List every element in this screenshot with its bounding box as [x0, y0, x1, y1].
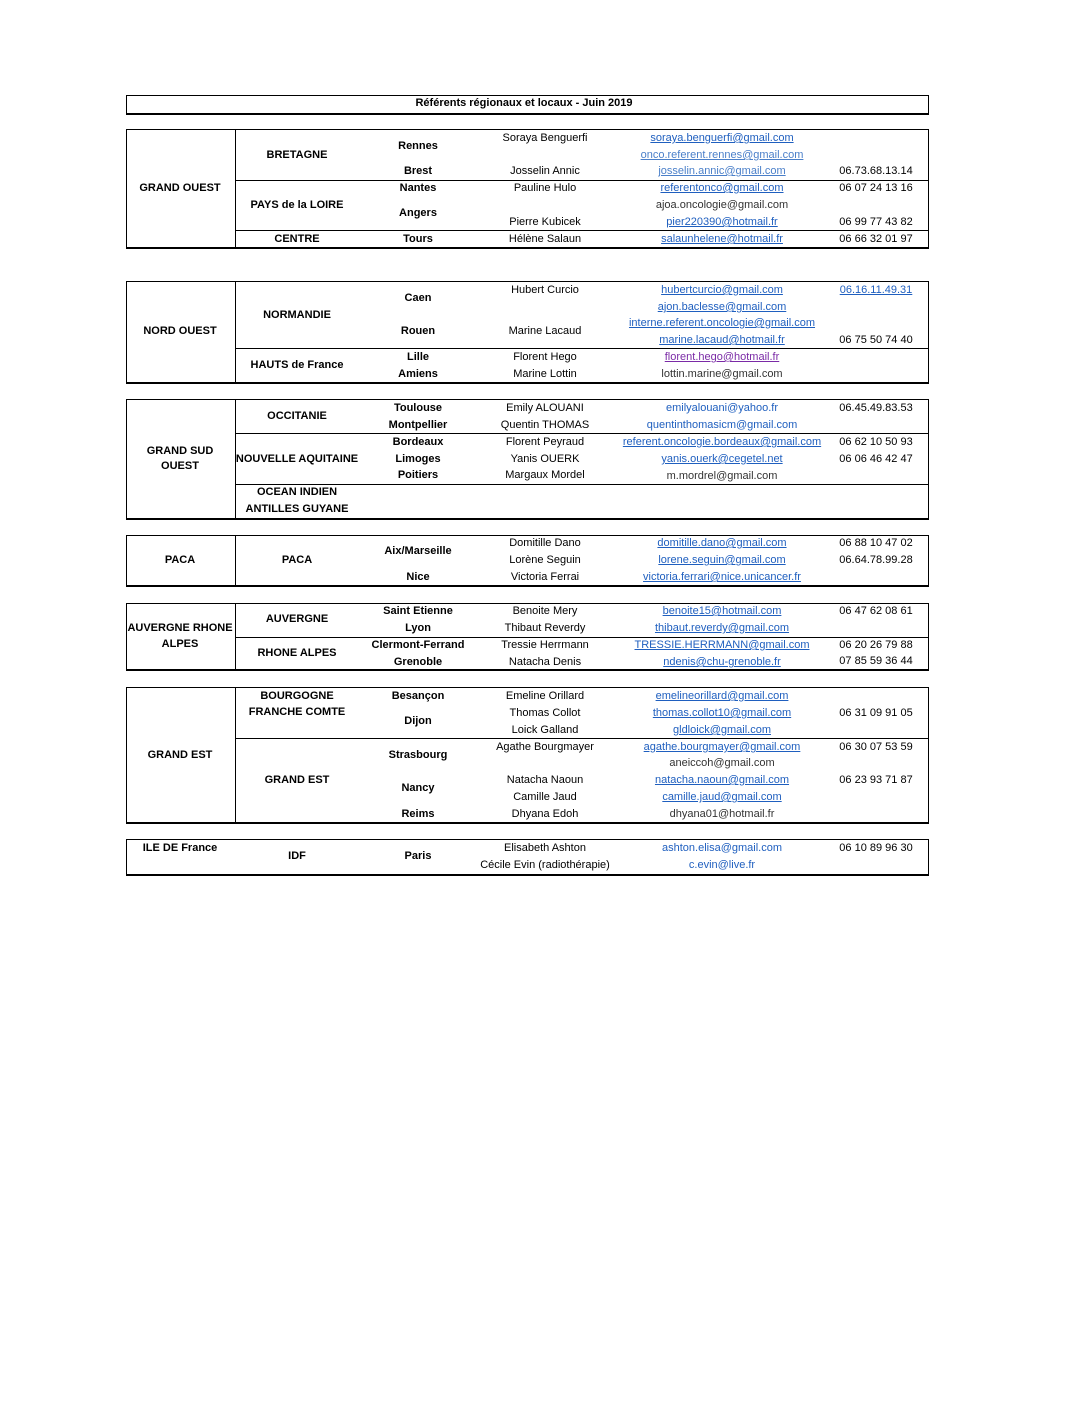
- city-nancy: Nancy: [401, 782, 435, 794]
- referent-name: Dhyana Edoh: [511, 808, 579, 820]
- referent-phone: 06 23 93 71 87: [839, 774, 913, 786]
- referent-phone: 06 30 07 53 59: [839, 741, 913, 753]
- referent-name: Margaux Mordel: [505, 469, 585, 481]
- referent-email-link[interactable]: victoria.ferrari@nice.unicancer.fr: [643, 571, 801, 583]
- referent-phone: 06 62 10 50 93: [839, 436, 913, 448]
- referent-phone: 06 99 77 43 82: [839, 216, 913, 228]
- city-aix-marseille: Aix/Marseille: [384, 545, 452, 557]
- city-grenoble: Grenoble: [393, 656, 443, 668]
- referent-email-link[interactable]: c.evin@live.fr: [688, 859, 756, 871]
- referent-email-link[interactable]: referent.oncologie.bordeaux@gmail.com: [622, 436, 822, 448]
- region-bourgogne: BOURGOGNE: [260, 690, 334, 702]
- zone-auvergne-rhone-alpes-line2: ALPES: [161, 638, 199, 650]
- region-ocean-indien: OCEAN INDIEN: [256, 486, 338, 498]
- referent-phone: 06 07 24 13 16: [839, 182, 913, 194]
- referent-email-link[interactable]: salaunhelene@hotmail.fr: [661, 233, 783, 245]
- referent-name: Yanis OUERK: [510, 453, 580, 465]
- city-caen: Caen: [404, 292, 432, 304]
- referent-name: Marine Lacaud: [508, 325, 582, 337]
- referent-name: Soraya Benguerfi: [502, 132, 588, 144]
- referent-email-link[interactable]: natacha.naoun@gmail.com: [654, 774, 790, 786]
- region-pays-de-la-loire: PAYS de la LOIRE: [250, 199, 344, 211]
- referent-name: Hubert Curcio: [511, 284, 579, 296]
- region-grand-est: GRAND EST: [264, 774, 330, 786]
- city-limoges: Limoges: [395, 453, 441, 465]
- referent-name: Natacha Naoun: [506, 774, 584, 786]
- region-occitanie: OCCITANIE: [267, 410, 327, 422]
- referent-name: Pierre Kubicek: [509, 216, 581, 228]
- referent-email-link[interactable]: emilyalouani@yahoo.fr: [665, 402, 779, 414]
- referent-email: m.mordrel@gmail.com: [666, 470, 778, 482]
- region-rhone-alpes: RHONE ALPES: [257, 647, 337, 659]
- referent-name: Thomas Collot: [509, 707, 581, 719]
- zone-paca: PACA: [164, 554, 196, 566]
- referent-email-link[interactable]: onco.referent.rennes@gmail.com: [640, 149, 804, 161]
- referent-email-link[interactable]: referentonco@gmail.com: [660, 182, 784, 194]
- city-nice: Nice: [406, 571, 430, 583]
- referent-phone: 06.45.49.83.53: [839, 402, 913, 414]
- referent-email-link[interactable]: thomas.collot10@gmail.com: [652, 707, 792, 719]
- referent-email-link[interactable]: hubertcurcio@gmail.com: [661, 284, 783, 296]
- referent-email: lottin.marine@gmail.com: [661, 368, 783, 380]
- referent-email-link[interactable]: agathe.bourgmayer@gmail.com: [643, 741, 801, 753]
- referent-phone: 06 06 46 42 47: [839, 453, 913, 465]
- city-besancon: Besançon: [391, 690, 445, 702]
- referent-name: Florent Peyraud: [505, 436, 585, 448]
- referent-name: Domitille Dano: [509, 537, 581, 549]
- region-idf: IDF: [288, 850, 306, 862]
- referent-email-link[interactable]: quentinthomasicm@gmail.com: [646, 419, 798, 431]
- zone-grand-est: GRAND EST: [147, 749, 213, 761]
- referent-name: Florent Hego: [513, 351, 577, 363]
- referent-name: Emily ALOUANI: [506, 402, 584, 414]
- city-tours: Tours: [403, 233, 433, 245]
- page-title: Référents régionaux et locaux - Juin 2019: [415, 97, 633, 109]
- zone-ile-de-france: ILE DE France: [142, 842, 218, 854]
- referent-name: Agathe Bourgmayer: [496, 741, 594, 753]
- referent-name: Marine Lottin: [513, 368, 577, 380]
- referent-name: Pauline Hulo: [513, 182, 577, 194]
- referent-phone: 07 85 59 36 44: [839, 655, 913, 667]
- region-centre: CENTRE: [274, 233, 320, 245]
- referent-name: Elisabeth Ashton: [504, 842, 586, 854]
- referent-email: aneiccoh@gmail.com: [669, 757, 775, 769]
- referent-phone: 06.73.68.13.14: [839, 165, 913, 177]
- referent-email-link[interactable]: josselin.annic@gmail.com: [658, 165, 786, 177]
- referent-email-link[interactable]: soraya.benguerfi@gmail.com: [650, 132, 794, 144]
- referent-phone: 06.64.78.99.28: [839, 554, 913, 566]
- referent-name: Benoite Mery: [512, 605, 578, 617]
- referent-name: Camille Jaud: [513, 791, 577, 803]
- city-lyon: Lyon: [405, 622, 431, 634]
- zone-grand-ouest: GRAND OUEST: [139, 182, 221, 194]
- region-auvergne: AUVERGNE: [265, 613, 329, 625]
- referent-email-link[interactable]: ashton.elisa@gmail.com: [662, 842, 782, 854]
- referent-name: Cécile Evin (radiothérapie): [480, 859, 610, 871]
- referent-email-link[interactable]: yanis.ouerk@cegetel.net: [661, 453, 783, 465]
- city-rennes: Rennes: [398, 140, 438, 152]
- referent-email-link[interactable]: gldloick@gmail.com: [673, 724, 771, 736]
- referent-email-link[interactable]: pier220390@hotmail.fr: [666, 216, 778, 228]
- referent-email-link[interactable]: lorene.seguin@gmail.com: [658, 554, 786, 566]
- city-montpellier: Montpellier: [388, 419, 448, 431]
- referent-phone: 06 20 26 79 88: [839, 639, 913, 651]
- referent-name: Lorène Seguin: [509, 554, 581, 566]
- referent-name: Victoria Ferrai: [510, 571, 580, 583]
- referent-name: Thibaut Reverdy: [504, 622, 586, 634]
- referent-phone-link[interactable]: 06.16.11.49.31: [839, 284, 913, 296]
- referent-name: Josselin Annic: [510, 165, 580, 177]
- referent-email-link[interactable]: domitille.dano@gmail.com: [657, 537, 787, 549]
- referent-phone: 06 66 32 01 97: [839, 233, 913, 245]
- city-brest: Brest: [403, 165, 433, 177]
- referent-email-link[interactable]: benoite15@hotmail.com: [662, 605, 782, 617]
- referent-email-link[interactable]: ajon.baclesse@gmail.com: [657, 301, 787, 313]
- referent-email: ajoa.oncologie@gmail.com: [655, 199, 789, 211]
- referent-email-link[interactable]: marine.lacaud@hotmail.fr: [659, 334, 785, 346]
- referent-name: Quentin THOMAS: [500, 419, 590, 431]
- zone-grand-sud-ouest-line2: OUEST: [161, 460, 199, 472]
- referent-email-link[interactable]: thibaut.reverdy@gmail.com: [654, 622, 790, 634]
- referent-email-link[interactable]: florent.hego@hotmail.fr: [664, 351, 780, 363]
- referent-name: Hélène Salaun: [508, 233, 582, 245]
- city-reims: Reims: [401, 808, 435, 820]
- referent-email-link[interactable]: TRESSIE.HERRMANN@gmail.com: [634, 639, 810, 651]
- referent-name: Tressie Herrmann: [501, 639, 589, 651]
- city-amiens: Amiens: [398, 368, 438, 380]
- city-angers: Angers: [399, 207, 437, 219]
- city-toulouse: Toulouse: [393, 402, 443, 414]
- region-normandie: NORMANDIE: [263, 309, 331, 321]
- city-saint-etienne: Saint Etienne: [383, 605, 453, 617]
- region-paca: PACA: [281, 554, 313, 566]
- city-paris: Paris: [404, 850, 432, 862]
- referent-name: Emeline Orillard: [505, 690, 585, 702]
- referent-email-link[interactable]: interne.referent.oncologie@gmail.com: [628, 317, 816, 329]
- referent-phone: 06 31 09 91 05: [839, 707, 913, 719]
- city-strasbourg: Strasbourg: [388, 749, 448, 761]
- zone-auvergne-rhone-alpes: AUVERGNE RHONE: [127, 622, 233, 634]
- region-hauts-de-france: HAUTS de France: [250, 359, 344, 371]
- city-bordeaux: Bordeaux: [392, 436, 444, 448]
- referent-phone: 06 88 10 47 02: [839, 537, 913, 549]
- referent-name: Loick Galland: [511, 724, 579, 736]
- referent-email-link[interactable]: ndenis@chu-grenoble.fr: [663, 656, 781, 668]
- region-bretagne: BRETAGNE: [266, 149, 328, 161]
- city-lille: Lille: [406, 351, 430, 363]
- region-franche-comte: FRANCHE COMTE: [248, 706, 346, 718]
- city-rouen: Rouen: [400, 325, 436, 337]
- referent-phone: 06 10 89 96 30: [839, 842, 913, 854]
- referent-name: Natacha Denis: [508, 656, 582, 668]
- referent-email-link[interactable]: camille.jaud@gmail.com: [662, 791, 782, 803]
- city-dijon: Dijon: [404, 715, 432, 727]
- zone-grand-sud-ouest: GRAND SUD: [146, 445, 214, 457]
- referent-email: dhyana01@hotmail.fr: [669, 808, 775, 820]
- referent-phone: 06 75 50 74 40: [839, 334, 913, 346]
- city-nantes: Nantes: [399, 182, 437, 194]
- referent-email-link[interactable]: emelineorillard@gmail.com: [655, 690, 789, 702]
- zone-nord-ouest: NORD OUEST: [143, 325, 217, 337]
- region-antilles-guyane: ANTILLES GUYANE: [245, 503, 349, 515]
- referent-phone: 06 47 62 08 61: [839, 605, 913, 617]
- region-nouvelle-aquitaine: NOUVELLE AQUITAINE: [235, 453, 359, 465]
- city-clermont-ferrand: Clermont-Ferrand: [371, 639, 465, 651]
- city-poitiers: Poitiers: [397, 469, 439, 481]
